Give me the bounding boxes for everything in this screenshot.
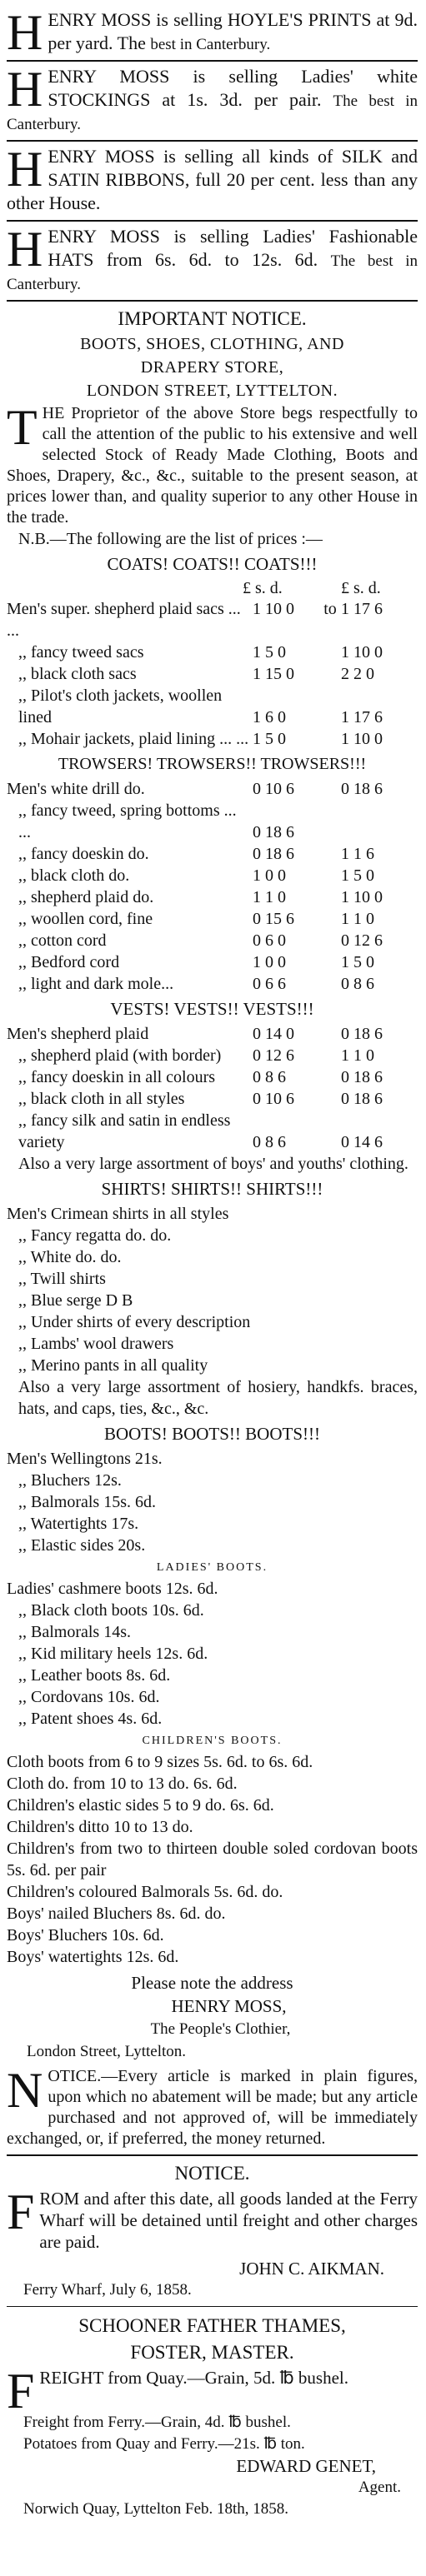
- signature-title: The People's Clothier,: [150, 2020, 291, 2038]
- price-row: ,, shepherd plaid do. 1 1 0 1 10 0: [18, 888, 383, 906]
- shirt-line: ,, Under shirts of every description: [18, 1313, 251, 1331]
- boot-line: Children's from two to thirteen double soled cordovan boots 5s. 6d. per pair: [7, 1840, 418, 1880]
- vests-heading: VESTS! VESTS!! VESTS!!!: [110, 999, 314, 1019]
- boot-line: ,, Elastic sides 20s.: [18, 1536, 146, 1555]
- shirt-line: ,, Lambs' wool drawers: [18, 1335, 174, 1353]
- drop-cap: N: [7, 2063, 43, 2118]
- ad-text: ENRY MOSS is selling all kinds of SILK and SATIN RIBBONS, full 20 per cent. less than any other House.: [7, 146, 418, 213]
- schooner-ad: [7, 2307, 418, 2520]
- vests-note: Also a very large assortment of boys' and youths' clothing.: [18, 1155, 408, 1173]
- boot-line: ,, Leather boots 8s. 6d.: [18, 1666, 171, 1685]
- trowsers-table: [7, 778, 418, 995]
- store-name-2: DRAPERY STORE,: [140, 358, 284, 377]
- ad-text: ENRY MOSS is selling Ladies' Fashionable HATS from 6s. 6d. to 12s. 6d.: [48, 226, 418, 270]
- price-row: ,, black cloth do. 1 0 0 1 5 0: [18, 866, 374, 885]
- drop-cap: H: [7, 222, 43, 277]
- drop-cap: H: [7, 62, 43, 117]
- ferry-notice: [7, 2156, 418, 2307]
- ad-tagline: The best in Canterbury.: [7, 92, 418, 133]
- shirts-heading: SHIRTS! SHIRTS!! SHIRTS!!!: [101, 1179, 323, 1199]
- store-ad: [7, 302, 418, 2156]
- price-row: ,, fancy tweed, spring bottoms ... ... 0 18 6: [18, 801, 294, 841]
- drop-cap: T: [7, 400, 38, 455]
- boot-line: Children's coloured Balmorals 5s. 6d. do.: [7, 1883, 283, 1901]
- boot-line: Men's Wellingtons 21s.: [7, 1450, 163, 1468]
- price-row: ,, Mohair jackets, plaid lining ... ... 1 5 0 1 10 0: [18, 730, 383, 748]
- boot-line: Boys' Bluchers 10s. 6d.: [7, 1926, 164, 1944]
- signature-place: London Street, Lyttelton.: [27, 2043, 187, 2060]
- vests-table: [7, 1023, 418, 1153]
- price-row: ,, light and dark mole... 0 6 6 0 8 6: [18, 975, 374, 993]
- ad-tagline: best in Canterbury.: [150, 36, 271, 53]
- price-row: ,, fancy tweed sacs 1 5 0 1 10 0: [18, 643, 383, 661]
- shirt-line: Men's Crimean shirts in all styles: [7, 1205, 229, 1223]
- freight-line: Potatoes from Quay and Ferry.—21s. ℔ ton.: [23, 2435, 305, 2453]
- price-row: Men's shepherd plaid 0 14 0 0 18 6: [7, 1025, 383, 1043]
- price-row: ,, Pilot's cloth jackets, woollen lined 1 6 0 1 17 6: [18, 686, 383, 726]
- schooner-date: Norwich Quay, Lyttelton Feb. 18th, 1858.: [23, 2500, 289, 2518]
- drop-cap: F: [7, 2364, 35, 2419]
- agent-role: Agent.: [358, 2479, 401, 2496]
- store-intro: HE Proprietor of the above Store begs respectfully to call the attention of the public to his extensive and well selected Stock of Ready Made Clothing, Boots and Shoes, Drapery, &c., &c., suitable to the present season, at prices lower than, and quality superior to any other House in the trade.: [7, 404, 418, 527]
- boot-line: ,, Bluchers 12s.: [18, 1471, 122, 1490]
- childrens-boots-heading: CHILDREN'S BOOTS.: [142, 1735, 283, 1747]
- shirt-line: ,, Twill shirts: [18, 1270, 106, 1288]
- address-note: Please note the address: [131, 1973, 293, 1993]
- price-row: Men's super. shepherd plaid sacs ... ... 1 10 0 to 1 17 6: [7, 600, 383, 640]
- boot-line: ,, Balmorals 14s.: [18, 1623, 131, 1641]
- trowsers-heading: TROWSERS! TROWSERS!! TROWSERS!!!: [58, 755, 367, 773]
- price-row: ,, cotton cord 0 6 0 0 12 6: [18, 931, 383, 950]
- price-row: Men's white drill do. 0 10 6 0 18 6: [7, 780, 383, 798]
- coats-heading: COATS! COATS!! COATS!!!: [107, 554, 318, 574]
- price-row: ,, woollen cord, fine 0 15 6 1 1 0: [18, 910, 374, 928]
- boot-line: ,, Balmorals 15s. 6d.: [18, 1493, 156, 1511]
- freight-text: REIGHT from Quay.—Grain, 5d. ℔ bushel.: [39, 2368, 348, 2388]
- drop-cap: H: [7, 5, 43, 60]
- shirts-note: Also a very large assortment of hosiery, handkfs. braces, hats, and caps, ties, &c., &c.: [18, 1378, 418, 1418]
- boot-line: Boys' watertights 12s. 6d.: [7, 1948, 179, 1966]
- notice-date: Ferry Wharf, July 6, 1858.: [23, 2281, 192, 2299]
- boot-line: Ladies' cashmere boots 12s. 6d.: [7, 1580, 218, 1598]
- price-row: ,, black cloth sacs 1 15 0 2 2 0: [18, 665, 374, 683]
- boot-line: Children's ditto 10 to 13 do.: [7, 1818, 193, 1836]
- schooner-heading: SCHOONER FATHER THAMES,: [78, 2315, 346, 2336]
- shirt-line: ,, White do. do.: [18, 1248, 122, 1266]
- notice-text: ROM and after this date, all goods landed at the Ferry Wharf will be detained until freight and other charges are paid.: [39, 2189, 418, 2252]
- notice-signature: JOHN C. AIKMAN.: [239, 2259, 384, 2279]
- price-row: ,, Bedford cord 1 0 0 1 5 0: [18, 953, 374, 971]
- price-row: ,, fancy silk and satin in endless variety 0 8 6 0 14 6: [18, 1111, 383, 1151]
- exchange-notice: OTICE.—Every article is marked in plain figures, upon which no abatement will be made; but any article purchased and not approved of, will be immediately exchanged, or, if preferred, the money returned.: [7, 2067, 418, 2148]
- store-address: LONDON STREET, LYTTELTON.: [86, 382, 338, 400]
- drop-cap: F: [7, 2184, 35, 2239]
- store-nb: N.B.—The following are the list of prices :—: [18, 530, 323, 548]
- ad-text: ENRY MOSS is selling HOYLE'S PRINTS at 9d. per yard. The: [48, 9, 418, 53]
- boot-line: ,, Watertights 17s.: [18, 1515, 139, 1533]
- ad-ribbons: [7, 142, 418, 222]
- col-from: £ s. d.: [243, 579, 283, 597]
- coats-table: [7, 598, 418, 750]
- ad-text: ENRY MOSS is selling Ladies' white STOCKINGS at 1s. 3d. per pair.: [48, 66, 418, 110]
- shirt-line: ,, Fancy regatta do. do.: [18, 1226, 172, 1245]
- shirt-line: ,, Blue serge D B: [18, 1291, 133, 1310]
- boot-line: Cloth boots from 6 to 9 sizes 5s. 6d. to 6s. 6d.: [7, 1753, 313, 1771]
- boot-line: Boys' nailed Bluchers 8s. 6d. do.: [7, 1905, 226, 1923]
- ladies-boots-heading: LADIES' BOOTS.: [156, 1561, 268, 1574]
- boot-line: ,, Cordovans 10s. 6d.: [18, 1688, 160, 1706]
- agent-name: EDWARD GENET,: [236, 2456, 376, 2476]
- store-heading: IMPORTANT NOTICE.: [118, 308, 307, 329]
- boot-line: Cloth do. from 10 to 13 do. 6s. 6d.: [7, 1775, 238, 1793]
- price-column-header: [7, 578, 418, 598]
- boot-line: ,, Patent shoes 4s. 6d.: [18, 1710, 163, 1728]
- boot-line: ,, Black cloth boots 10s. 6d.: [18, 1601, 204, 1620]
- shirt-line: ,, Merino pants in all quality: [18, 1356, 208, 1375]
- ad-prints: [7, 5, 418, 62]
- boots-heading: BOOTS! BOOTS!! BOOTS!!!: [104, 1424, 320, 1444]
- price-row: ,, shepherd plaid (with border) 0 12 6 1 1 0: [18, 1046, 374, 1065]
- store-name: BOOTS, SHOES, CLOTHING, AND: [80, 335, 344, 353]
- boot-line: Children's elastic sides 5 to 9 do. 6s. 6d.: [7, 1796, 274, 1815]
- col-to: £ s. d.: [341, 579, 381, 597]
- freight-line: Freight from Ferry.—Grain, 4d. ℔ bushel.: [23, 2414, 291, 2431]
- schooner-master: FOSTER, MASTER.: [130, 2342, 294, 2363]
- ad-stockings: [7, 62, 418, 142]
- price-row: ,, fancy doeskin in all colours 0 8 6 0 18 6: [18, 1068, 383, 1086]
- signature-name: HENRY MOSS,: [171, 1996, 287, 2016]
- price-row: ,, black cloth in all styles 0 10 6 0 18 6: [18, 1090, 383, 1108]
- boot-line: ,, Kid military heels 12s. 6d.: [18, 1645, 208, 1663]
- ad-tagline: The best in Canterbury.: [7, 252, 418, 293]
- price-row: ,, fancy doeskin do. 0 18 6 1 1 6: [18, 845, 374, 863]
- ad-hats: [7, 222, 418, 302]
- notice-heading: NOTICE.: [174, 2163, 250, 2184]
- drop-cap: H: [7, 142, 43, 197]
